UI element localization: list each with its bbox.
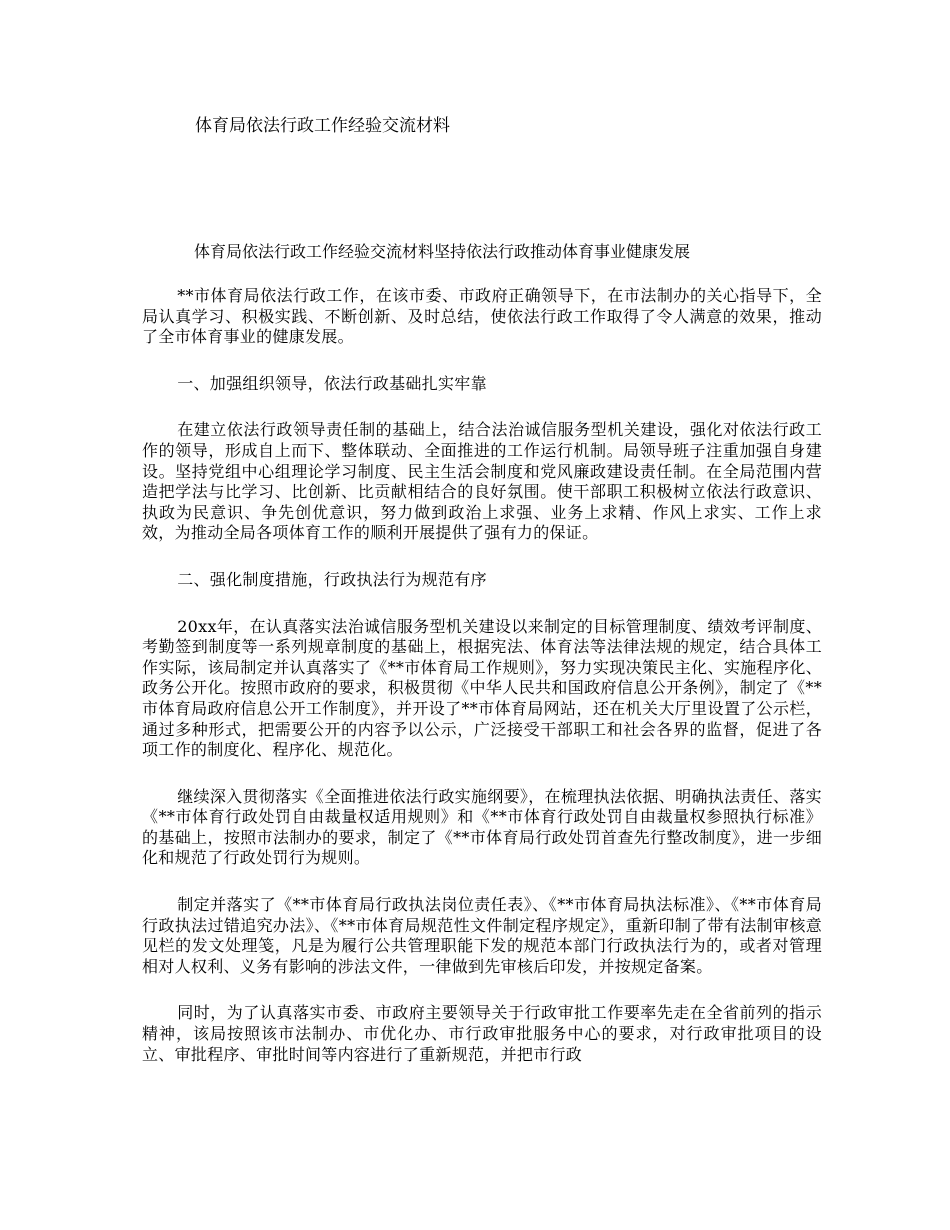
document-subtitle: 体育局依法行政工作经验交流材料坚持依法行政推动体育事业健康发展 (194, 242, 691, 261)
paragraph-section-2a: 20xx年，在认真落实法治诚信服务型机关建设以来制定的目标管理制度、绩效考评制度、考勤签到制度等一系列规章制度的基础上，根据宪法、体育法等法律法规的规定，结合具体工作实际，该局制定并认真落实了《**市体育局工作规则》，努力实现决策民主化、实施程序化、政务公开化。按照市政府的要求，积极贯彻《中华人民共和国政府信息公开条例》，制定了《**市体育局政府信息公开工作制度》，并开设了**市体育局网站，还在机关大厅里设置了公示栏，通过多种形式，把需要公开的内容予以公示，广泛接受干部职工和社会各界的监督，促进了各项工作的制度化、程序化、规范化。 (142, 616, 822, 760)
paragraph-section-2b: 继续深入贯彻落实《全面推进依法行政实施纲要》，在梳理执法依据、明确执法责任、落实《**市体育行政处罚自由裁量权适用规则》和《**市体育行政处罚自由裁量权参照执行标准》的基础上，按照市法制办的要求，制定了《**市体育局行政处罚首查先行整改制度》，进一步细化和规范了行政处罚行为规则。 (142, 786, 822, 868)
section-heading-1: 一、加强组织领导，依法行政基础扎实牢靠 (177, 373, 487, 393)
document-body (142, 286, 822, 1091)
document-title: 体育局依法行政工作经验交流材料 (195, 116, 450, 136)
paragraph-section-1: 在建立依法行政领导责任制的基础上，结合法治诚信服务型机关建设，强化对依法行政工作的领导，形成自上而下、整体联动、全面推进的工作运行机制。局领导班子注重加强自身建设。坚持党组中心组理论学习制度、民主生活会制度和党风廉政建设责任制。在全局范围内营造把学法与比学习、比创新、比贡献相结合的良好氛围。使干部职工积极树立依法行政意识、执政为民意识、争先创优意识，努力做到政治上求强、业务上求精、作风上求实、工作上求效，为推动全局各项体育工作的顺利开展提供了强有力的保证。 (142, 420, 822, 543)
paragraph-section-2d: 同时，为了认真落实市委、市政府主要领导关于行政审批工作要率先走在全省前列的指示精神，该局按照该市法制办、市优化办、市行政审批服务中心的要求，对行政审批项目的设立、审批程序、审批时间等内容进行了重新规范，并把市行政 (142, 1003, 822, 1064)
section-heading-2: 二、强化制度措施，行政执法行为规范有序 (177, 569, 487, 589)
paragraph-section-2c: 制定并落实了《**市体育局行政执法岗位责任表》、《**市体育局执法标准》、《**市体育局行政执法过错追究办法》、《**市体育局规范性文件制定程序规定》，重新印制了带有法制审核意见栏的发文处理笺，凡是为履行公共管理职能下发的规范本部门行政执法行为的，或者对管理相对人权利、义务有影响的涉法文件，一律做到先审核后印发，并按规定备案。 (142, 895, 822, 976)
paragraph-intro: **市体育局依法行政工作，在该市委、市政府正确领导下，在市法制办的关心指导下，全局认真学习、积极实践、不断创新、及时总结，使依法行政工作取得了令人满意的效果，推动了全市体育事业的健康发展。 (142, 286, 822, 347)
